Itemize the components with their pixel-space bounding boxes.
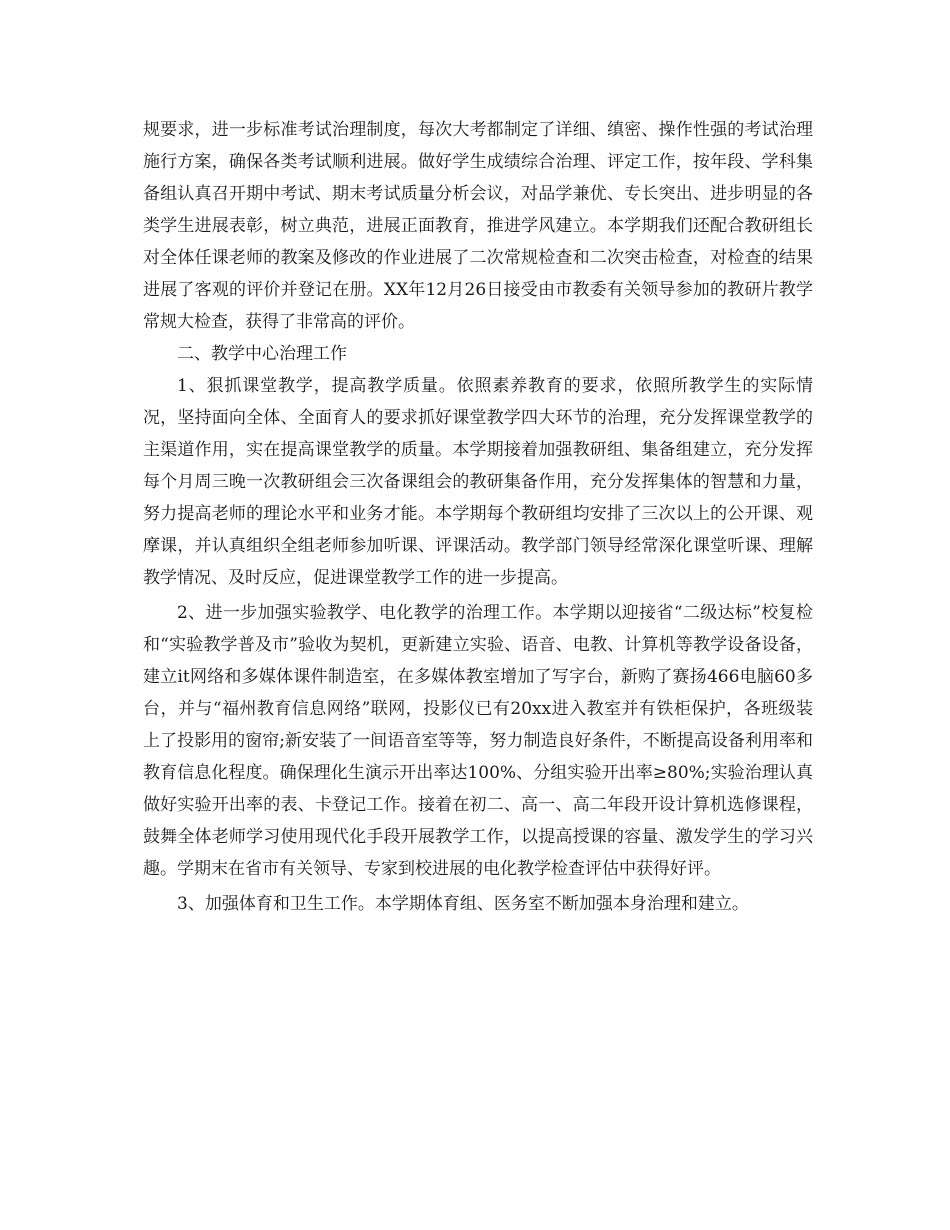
paragraph-classroom-teaching: 1、狠抓课堂教学，提高教学质量。依照素养教育的要求，依照所教学生的实际情况，坚持面向全体、全面育人的要求抓好课堂教学四大环节的治理，充分发挥课堂教学的主渠道作用，实在提高课堂教学的质量。本学期接着加强教研组、集备组建立，充分发挥每个月周三晚一次教研组会三次备课组会的教研集备作用，充分发挥集体的智慧和力量，努力提高老师的理论水平和业务才能。本学期每个教研组均安排了三次以上的公开课、观摩课，并认真组织全组老师参加听课、评课活动。教学部门领导经常深化课堂听课、理解教学情况、及时反应，促进课堂教学工作的进一步提高。 bbox=[143, 376, 813, 588]
paragraph-sports-health: 3、加强体育和卫生工作。本学期体育组、医务室不断加强本身治理和建立。 bbox=[177, 894, 749, 914]
paragraph-experiment-teaching: 2、进一步加强实验教学、电化教学的治理工作。本学期以迎接省“二级达标”校复检和“实验教学普及市”验收为契机，更新建立实验、语音、电教、计算机等教学设备设备，建立it网络和多媒体课件制造室，在多媒体教室增加了写字台，新购了赛扬466电脑60多台，并与“福州教育信息网络”联网，投影仪已有20xx进入教室并有铁柜保护，各班级装上了投影用的窗帘;新安装了一间语音室等等，努力制造良好条件，不断提高设备利用率和教育信息化程度。确保理化生演示开出率达100%、分组实验开出率≥80%;实验治理认真做好实验开出率的表、卡登记工作。接着在初二、高一、高二年段开设计算机选修课程，鼓舞全体老师学习使用现代化手段开展教学工作，以提高授课的容量、激发学生的学习兴趣。学期末在省市有关领导、专家到校进展的电化教学检查评估中获得好评。 bbox=[143, 603, 813, 879]
document-body bbox=[143, 114, 813, 920]
section-heading-teaching-center: 二、教学中心治理工作 bbox=[177, 344, 347, 364]
paragraph-exam-management: 规要求，进一步标准考试治理制度，每次大考都制定了详细、缜密、操作性强的考试治理施行方案，确保各类考试顺利进展。做好学生成绩综合治理、评定工作，按年段、学科集备组认真召开期中考试、期末考试质量分析会议，对品学兼优、专长突出、进步明显的各类学生进展表彰，树立典范，进展正面教育，推进学风建立。本学期我们还配合教研组长对全体任课老师的教案及修改的作业进展了二次常规检查和二次突击检查，对检查的结果进展了客观的评价并登记在册。XX年12月26日接受由市教委有关领导参加的教研片教学常规大检查，获得了非常高的评价。 bbox=[143, 120, 813, 332]
